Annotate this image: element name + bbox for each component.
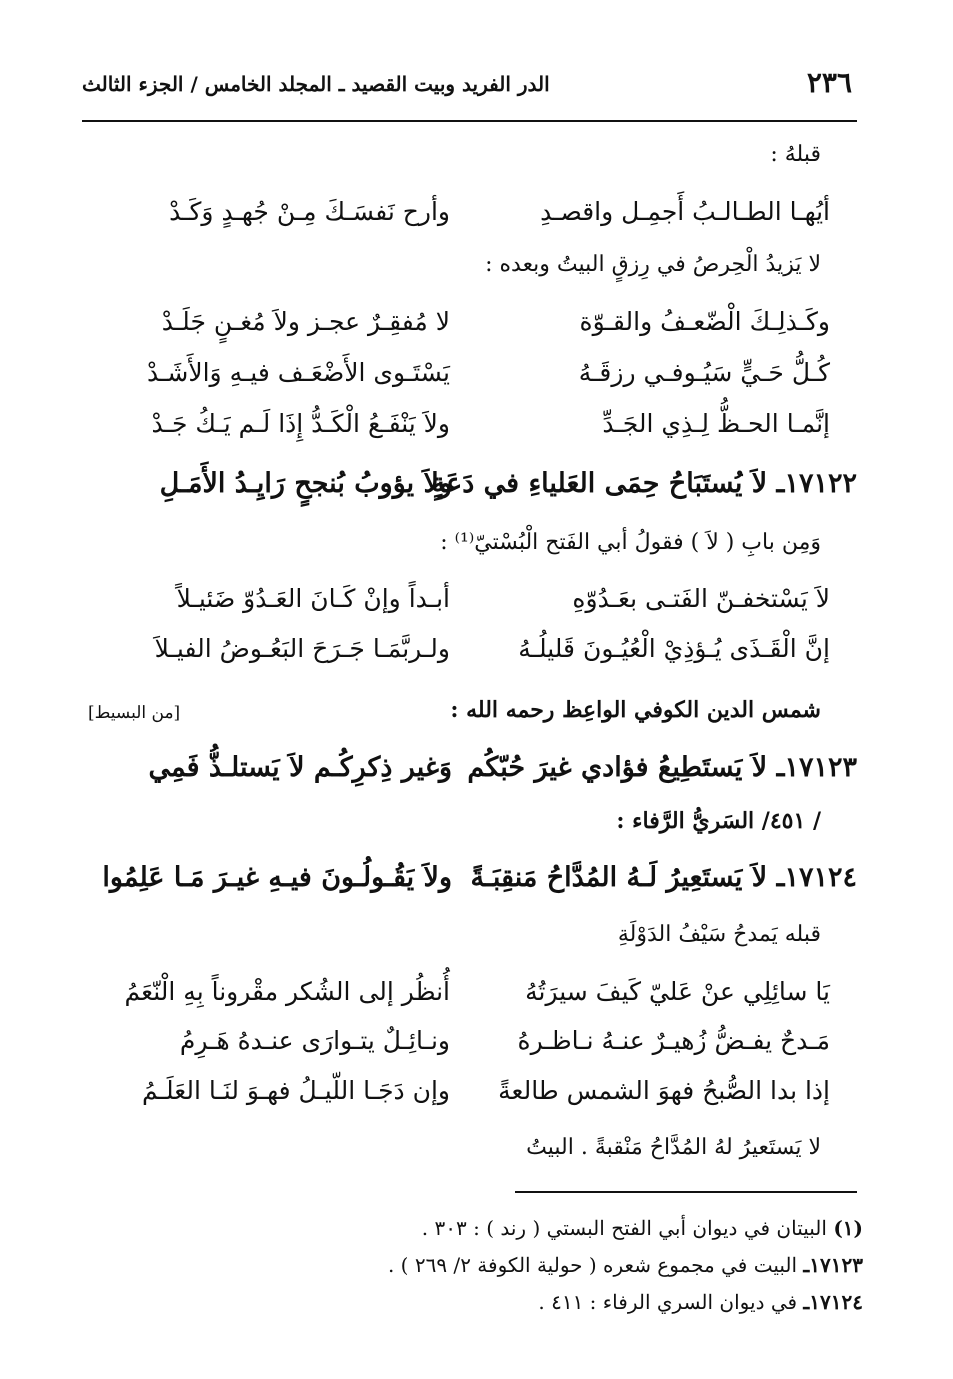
entry-17124	[102, 862, 857, 906]
entry-17124-second-hemistich: ولاَ يَقُـولُـونَ فيـهِ غيـرَ مَـا عَلِمُوا	[102, 862, 452, 893]
closing-line: لا يَستَعيرُ لهُ المُدَّاحُ مَنْقبةً . البيتُ	[526, 1135, 821, 1160]
footnote-1	[422, 1216, 863, 1240]
verse-2-second-hemistich: لا مُفقِـرٌ عجـز ولاَ مُغـنٍ جَلَـدْ	[161, 307, 450, 336]
poet-heading-kufi: شمس الدين الكوفي الواعِظ رحمه الله :	[450, 697, 821, 723]
verse-1	[110, 197, 830, 241]
verse-5-first-hemistich: لاَ يَسْتخفـنّ الفَتـى بعَـدُوّهِ	[572, 584, 830, 613]
footnote-1-text: البيتان في ديوان أبي الفتح البستي ( رند ) : ٣٠٣ .	[421, 1216, 827, 1240]
meter-label: [من البسيط]	[88, 703, 181, 723]
text-bab-la: وَمِن بابِ ( لاَ ) فقولُ أبي الفَتح الْبُسْتيّ⁽¹⁾ :	[440, 530, 821, 555]
entry-17123-second-hemistich: وَغير ذِكرِكُـم لاَ يَستلـذُّ فَمِي	[148, 752, 452, 783]
verse-8-first-hemistich: مَـدحٌ يفـضُّ زُهيـرٌ عنـهُ نـاظـرهُ	[517, 1026, 830, 1055]
verse-5-second-hemistich: أبـداً وإنْ كَـانَ العَـدُوّ ضَئيـلاً	[176, 584, 450, 613]
entry-17122-second-hemistich: ولاَ يؤوبُ بُنجحٍ رَايِـدُ الأَمَـلِ	[159, 468, 452, 499]
verse-2	[110, 307, 830, 351]
verse-3-second-hemistich: يَسْتَـوى الأَضْعَـف فيـهِ وَالأَشَـدْ	[146, 358, 450, 387]
page-number: ٢٣٦	[806, 66, 852, 99]
running-header	[82, 66, 852, 106]
verse-6	[110, 634, 830, 678]
verse-4	[110, 409, 830, 453]
before-label: قبلهُ :	[770, 142, 821, 167]
header-rule	[82, 120, 857, 122]
footnote-3-marker: ١٧١٢٤ـ	[803, 1290, 863, 1314]
verse-9	[110, 1076, 830, 1120]
verse-1-second-hemistich: وأرح نَفسَـكَ مِـنْ جُهـدٍ وَكَـدْ	[169, 197, 450, 226]
text-after-verse-1: لا يَزيدُ الْحِرصُ في رِزقٍ البيتُ وبعده :	[485, 252, 821, 277]
entry-17123	[112, 752, 857, 796]
verse-8-second-hemistich: ونـائِـلٌ يتـوارَى عنـدهُ هَـرِمُ	[179, 1026, 450, 1055]
footnote-2-marker: ١٧١٢٣ـ	[803, 1253, 863, 1277]
verse-6-second-hemistich: ولـربَّمَـا جَـرَحَ البَعُـوضُ الفيـلاَ	[154, 634, 450, 663]
verse-9-first-hemistich: إذا بدا الصُّبحُ فهوَ الشمس طالعةً	[498, 1076, 830, 1105]
footnote-3-text: في ديوان السري الرفاء : ٤١١ .	[538, 1290, 798, 1314]
verse-2-first-hemistich: وكَـذلِـكَ الْضّعـفُ والقـوّة	[579, 307, 830, 336]
footnote-2	[388, 1253, 863, 1277]
entry-17122-first-hemistich: ١٧١٢٢ـ لاَ يُستَبَاحُ حِمَى العَلياءِ في دَعَةٍ	[431, 468, 857, 499]
entry-17122	[112, 468, 857, 512]
running-title: الدر الفريد وبيت القصيد ـ المجلد الخامس / الجزء الثالث	[82, 72, 550, 96]
text-before-praise: قبله يَمدحُ سَيْفُ الدَوْلَةِ	[617, 922, 821, 947]
verse-4-second-hemistich: ولاَ يَنْفَـعُ الْكَـدُّ إِذَا لَـم يَـكُ جَـدْ	[151, 409, 450, 438]
verse-1-first-hemistich: أيُهـا الطـالـبُ أَجمِـل واقصـدِ	[540, 197, 830, 226]
verse-7-second-hemistich: أُنظُر إلى الشُكر مقْروناً بِهِ الْنّعَمُ	[124, 977, 450, 1006]
entry-17123-first-hemistich: ١٧١٢٣ـ لاَ يَستَطِيعُ فؤادي غيرَ حُبّكُم	[467, 752, 857, 783]
verse-3	[110, 358, 830, 402]
verse-7	[110, 977, 830, 1021]
verse-8	[110, 1026, 830, 1070]
verse-3-first-hemistich: كُـلُّ حَـيٍّ سَيُـوفـي رزقَـهُ	[578, 358, 830, 387]
footnote-1-marker: (١)	[833, 1216, 863, 1240]
verse-4-first-hemistich: إنَّمـا الحـظُّ لِـذِي الجَـدِّ	[602, 409, 830, 438]
footnote-rule	[515, 1191, 857, 1193]
verse-9-second-hemistich: وإن دَجَـا اللّيـلُ فهـوَ لنَـا العَلَـمُ	[142, 1076, 450, 1105]
verse-6-first-hemistich: إنَّ الْقَـذَى يُـؤذِيْ الْعُيُـونَ قَليلُـهُ	[518, 634, 830, 663]
verse-7-first-hemistich: يَا سائِلِي عنْ عَليّ كَيفَ سيرَتُهُ	[525, 977, 830, 1006]
poet-heading-sari: / ٤٥١/ السَريُّ الرَّفاء :	[616, 808, 821, 834]
entry-17124-first-hemistich: ١٧١٢٤ـ لاَ يَستَعِيرُ لَـهُ المُدَّاحُ مَنقِبَـةً	[470, 862, 857, 893]
footnote-2-text: البيت في مجموع شعره ( حولية الكوفة ٢/ ٢٦٩ ) .	[387, 1253, 798, 1277]
verse-5	[110, 584, 830, 628]
footnote-3	[538, 1290, 863, 1314]
